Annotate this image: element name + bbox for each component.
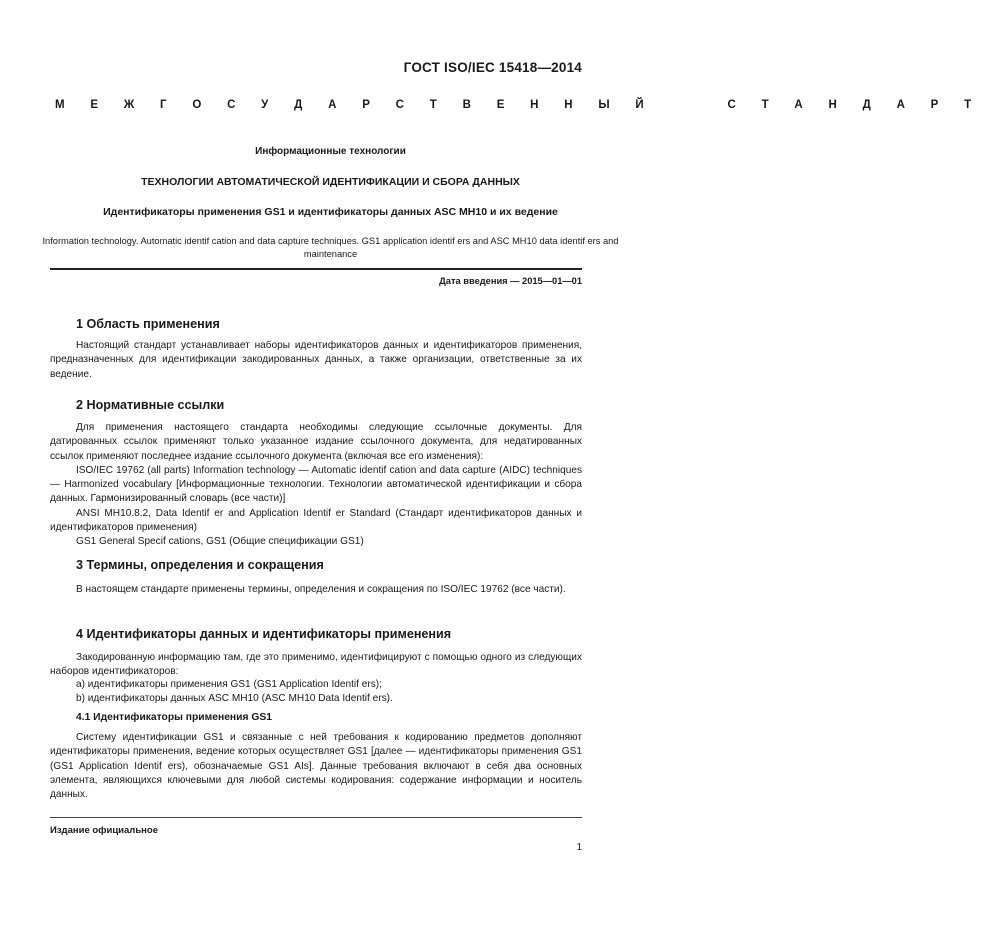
- section-4-heading: 4 Идентификаторы данных и идентификаторы применения: [76, 627, 452, 641]
- section-2-reference-gs1: GS1 General Specif cations, GS1 (Общие спецификации GS1): [76, 536, 364, 548]
- title-divider: [50, 268, 582, 270]
- standard-type: М Е Ж Г О С У Д А Р С Т В Е Н Н Ы Й С Т А Н Д А Р Т: [55, 99, 982, 111]
- section-2-heading: 2 Нормативные ссылки: [76, 398, 225, 412]
- section-2-reference-iso: ISO/IEC 19762 (all parts) Information technology — Automatic identif cation and data capture (AIDC) techniques — Harmonized vocabulary [Информационные технологии. Технологии автоматической идентификации и сбора данных. Гармонизированный словарь (все части)]: [50, 464, 582, 505]
- standard-code: ГОСТ ISO/IEC 15418—2014: [403, 60, 582, 75]
- section-2-body: [50, 421, 582, 550]
- title-line-2: ТЕХНОЛОГИИ АВТОМАТИЧЕСКОЙ ИДЕНТИФИКАЦИИ И СБОРА ДАННЫХ: [141, 176, 520, 188]
- footer-divider: [50, 817, 582, 818]
- list-item-a: а) идентификаторы применения GS1 (GS1 Application Identif ers);: [76, 679, 382, 690]
- subsection-4-1-heading: 4.1 Идентификаторы применения GS1: [76, 712, 272, 723]
- title-line-3: Идентификаторы применения GS1 и идентификаторы данных ASC MH10 и их ведение: [103, 206, 558, 218]
- edition-label: Издание официальное: [50, 825, 158, 836]
- section-2-paragraph-1: Для применения настоящего стандарта необходимы следующие ссылочные документы. Для датированных ссылок применяют только указанное издание ссылочного документа, для недатированных ссылок применяют последнее издание ссылочного документа (включая все его изменения):: [50, 422, 582, 462]
- introduction-date: Дата введения — 2015—01—01: [439, 276, 582, 286]
- list-item-b: b) идентификаторы данных ASC MH10 (ASC MH10 Data Identif ers).: [76, 693, 393, 704]
- subsection-4-1-paragraph: Систему идентификации GS1 и связанные с ней требования к кодированию предметов дополняют идентификаторы применения, ведение которых осуществляет GS1 [далее — идентификаторы применения GS1 (GS1 Application Identif ers), обозначаемые GS1 AIs]. Данные требования включают в себя два основных элемента, являющихся ключевыми для любой системы кодирования: содержание информации и носитель данных.: [50, 732, 582, 801]
- section-4-paragraph-1: Закодированную информацию там, где это применимо, идентифицируют с помощью одного из следующих наборов идентификаторов:: [50, 652, 582, 678]
- section-3-body: [50, 583, 582, 597]
- section-1-heading: 1 Область применения: [76, 317, 220, 331]
- section-1-body: [50, 339, 582, 382]
- section-3-heading: 3 Термины, определения и сокращения: [76, 558, 324, 572]
- title-line-1: Информационные технологии: [255, 146, 406, 157]
- english-title: Information technology. Automatic identif cation and data capture techniques. GS1 application identif ers and ASC MH10 data identif ers and maintenance: [42, 236, 619, 259]
- section-4-body: [50, 651, 582, 680]
- section-1-paragraph: Настоящий стандарт устанавливает наборы идентификаторов данных и идентификаторов применения, предназначенных для идентификации закодированных данных, а также организации, ответственные за их ведение.: [50, 340, 582, 380]
- page-number: 1: [576, 842, 582, 853]
- section-2-reference-ansi: ANSI MH10.8.2, Data Identif er and Application Identif er Standard (Стандарт идентификаторов данных и идентификаторов применения): [50, 507, 582, 534]
- section-3-paragraph: В настоящем стандарте применены термины, определения и сокращения по ISO/IEC 19762 (все части).: [76, 584, 566, 595]
- subsection-4-1-body: [50, 731, 582, 802]
